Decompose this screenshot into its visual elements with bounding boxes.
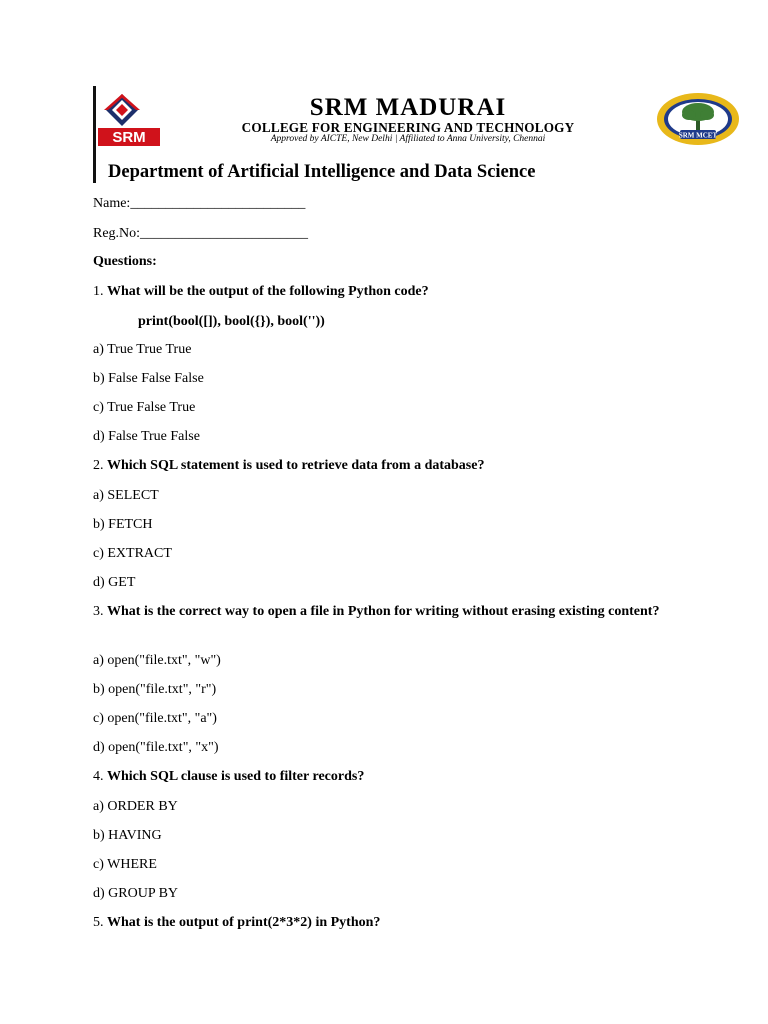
regno-field[interactable]: Reg.No:________________________ <box>93 226 309 241</box>
option-a[interactable]: a) open("file.txt", "w") <box>93 653 221 668</box>
questions-heading: Questions: <box>93 254 157 269</box>
question-number: 1. <box>93 284 104 299</box>
option-d[interactable]: d) GROUP BY <box>93 886 179 901</box>
srm-mcet-seal <box>656 92 740 146</box>
option-d[interactable]: d) GET <box>93 575 136 590</box>
srm-logo-text: SRM <box>112 129 146 146</box>
option-a[interactable]: a) True True True <box>93 342 192 357</box>
question-text: What is the output of print(2*3*2) in Python? <box>107 915 381 930</box>
option-c[interactable]: c) open("file.txt", "a") <box>93 711 217 726</box>
college-subtitle: COLLEGE FOR ENGINEERING AND TECHNOLOGY <box>241 120 575 135</box>
option-b[interactable]: b) FETCH <box>93 517 153 532</box>
question-5 <box>93 914 380 932</box>
question-number: 2. <box>93 458 104 473</box>
question-number: 5. <box>93 915 104 930</box>
option-c[interactable]: c) EXTRACT <box>93 546 172 561</box>
question-3 <box>93 602 673 622</box>
department-title: Department of Artificial Intelligence and Data Science <box>108 162 536 182</box>
option-c[interactable]: c) True False True <box>93 400 196 415</box>
option-a[interactable]: a) SELECT <box>93 488 159 503</box>
question-1 <box>93 283 429 301</box>
option-b[interactable]: b) open("file.txt", "r") <box>93 682 217 697</box>
college-name: SRM MADURAI <box>309 94 507 121</box>
option-a[interactable]: a) ORDER BY <box>93 799 178 814</box>
code-snippet: print(bool([]), bool({}), bool('')) <box>138 314 325 329</box>
option-d[interactable]: d) open("file.txt", "x") <box>93 740 219 755</box>
srm-logo <box>96 92 164 148</box>
question-2 <box>93 457 484 475</box>
name-field[interactable]: Name:_________________________ <box>93 196 306 211</box>
question-number: 4. <box>93 769 104 784</box>
option-c[interactable]: c) WHERE <box>93 857 157 872</box>
option-b[interactable]: b) HAVING <box>93 828 162 843</box>
question-text: What is the correct way to open a file in Python for writing without erasing existing content? <box>107 604 660 619</box>
question-text: Which SQL clause is used to filter records? <box>107 769 365 784</box>
question-text: What will be the output of the following Python code? <box>107 284 429 299</box>
seal-text: SRM MCET <box>678 131 718 140</box>
question-4 <box>93 768 364 786</box>
approval-line: Approved by AICTE, New Delhi | Affiliated to Anna University, Chennai <box>270 134 546 144</box>
question-number: 3. <box>93 604 104 619</box>
question-text: Which SQL statement is used to retrieve data from a database? <box>107 458 485 473</box>
option-d[interactable]: d) False True False <box>93 429 200 444</box>
option-b[interactable]: b) False False False <box>93 371 204 386</box>
